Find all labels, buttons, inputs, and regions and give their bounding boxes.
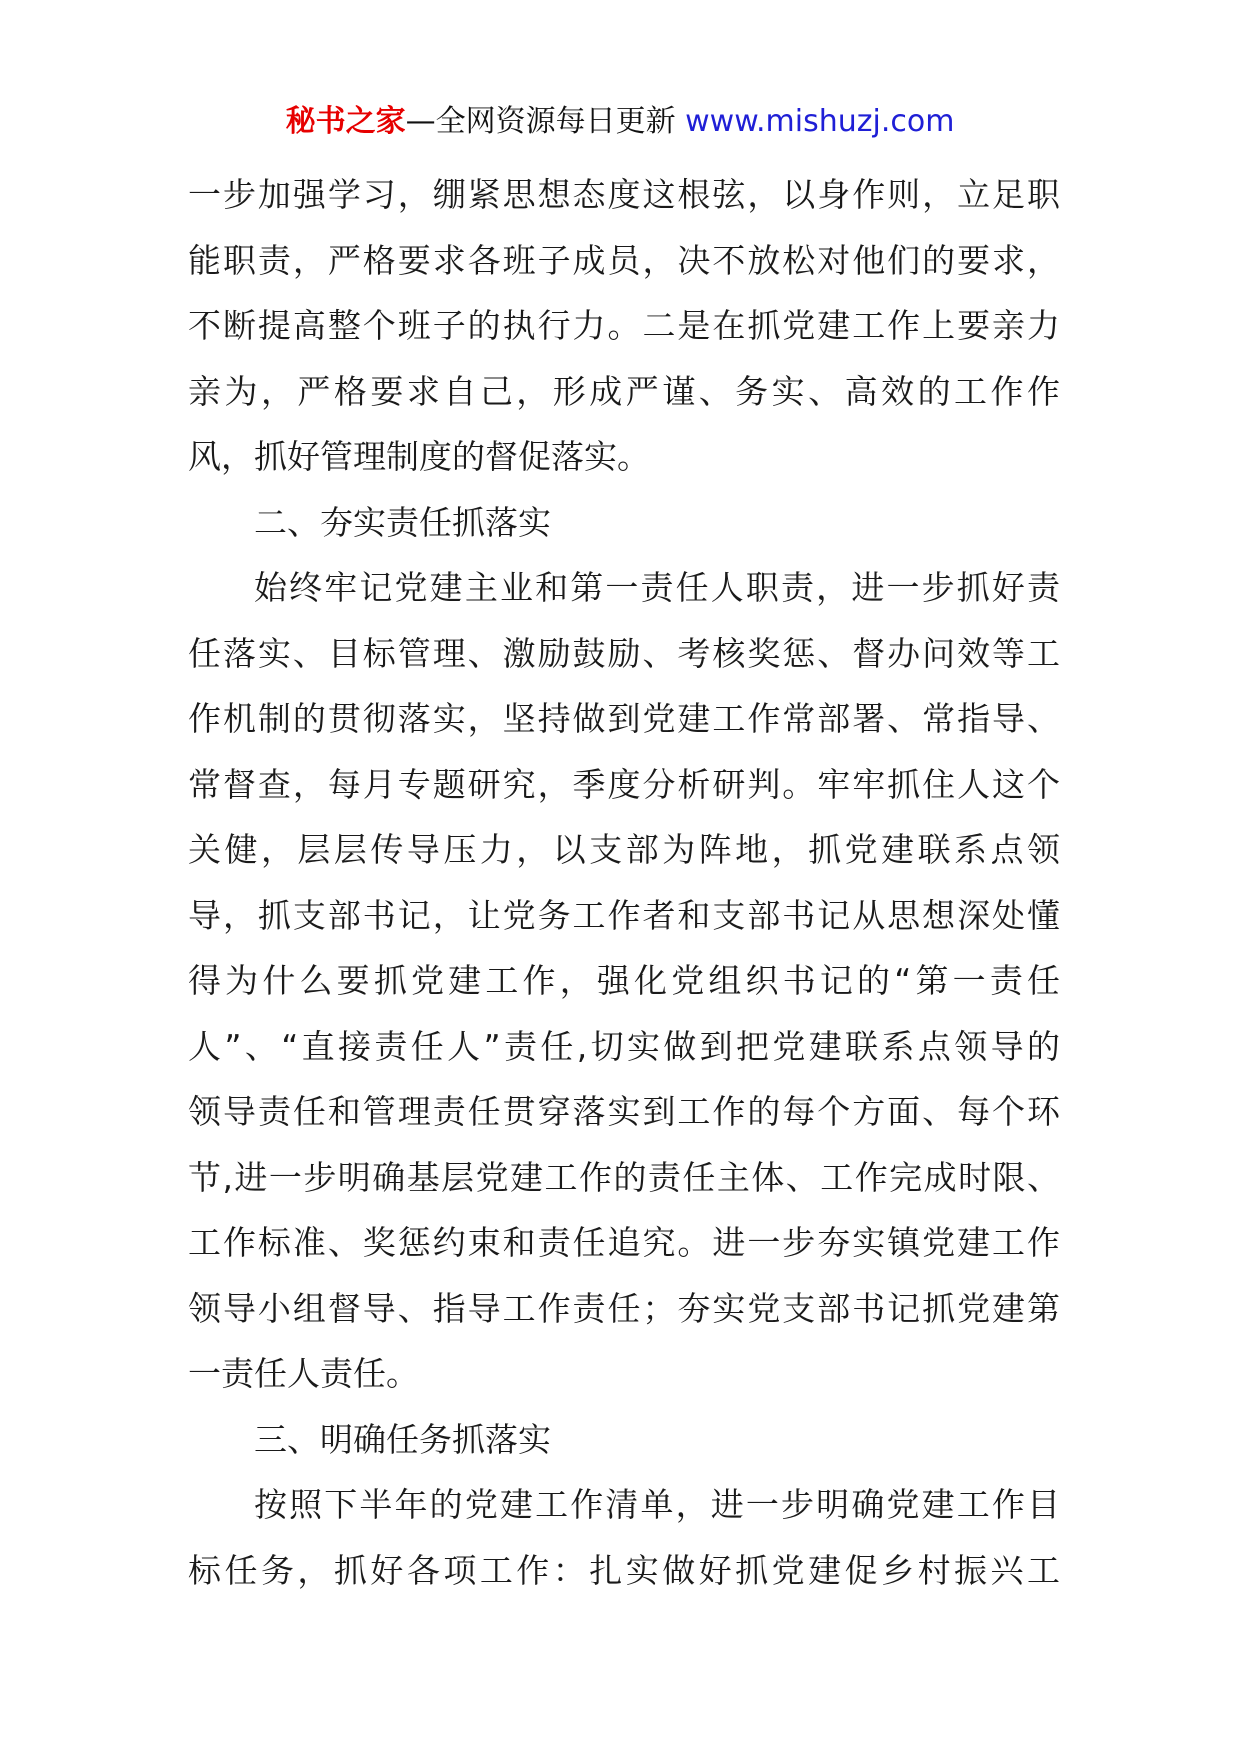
header-tagline: —全网资源每日更新 bbox=[405, 104, 676, 139]
text-line: 不断提高整个班子的执行力。二是在抓党建工作上要亲力 bbox=[188, 306, 1060, 345]
document-body bbox=[188, 162, 1060, 1603]
text-line: 常督查，每月专题研究，季度分析研判。牢牢抓住人这个 bbox=[188, 764, 1060, 804]
text-line: 一步加强学习，绷紧思想态度这根弦，以身作则，立足职 bbox=[188, 175, 1060, 214]
text-line: 一责任人责任。 bbox=[188, 1354, 419, 1393]
text-line: 作机制的贯彻落实，坚持做到党建工作常部署、常指导、 bbox=[188, 699, 1060, 738]
section-heading-3: 三、明确任务抓落实 bbox=[254, 1419, 551, 1459]
text-line: 能职责，严格要求各班子成员，决不放松对他们的要求， bbox=[188, 240, 1060, 280]
text-line: 风，抓好管理制度的督促落实。 bbox=[188, 437, 650, 476]
text-line: 节,进一步明确基层党建工作的责任主体、工作完成时限、 bbox=[188, 1157, 1060, 1197]
text-line: 亲为，严格要求自己，形成严谨、务实、高效的工作作 bbox=[188, 371, 1060, 411]
section-heading-2: 二、夯实责任抓落实 bbox=[254, 502, 551, 542]
header-url-link[interactable]: www.mishuzj.com bbox=[685, 104, 955, 139]
header-brand: 秘书之家 bbox=[285, 104, 406, 139]
text-line: 人”、“直接责任人”责任,切实做到把党建联系点领导的 bbox=[188, 1026, 1060, 1066]
text-line: 得为什么要抓党建工作，强化党组织书记的“第一责任 bbox=[188, 961, 1060, 1000]
text-line: 领导责任和管理责任贯穿落实到工作的每个方面、每个环 bbox=[188, 1092, 1060, 1131]
page-header bbox=[0, 100, 1240, 144]
text-line: 领导小组督导、指导工作责任；夯实党支部书记抓党建第 bbox=[188, 1288, 1060, 1328]
text-line: 按照下半年的党建工作清单，进一步明确党建工作目 bbox=[254, 1485, 1060, 1524]
text-line: 任落实、目标管理、激励鼓励、考核奖惩、督办问效等工 bbox=[188, 633, 1060, 673]
text-line: 始终牢记党建主业和第一责任人职责，进一步抓好责 bbox=[254, 568, 1060, 607]
text-line: 关健，层层传导压力，以支部为阵地，抓党建联系点领 bbox=[188, 830, 1060, 869]
text-line: 工作标准、奖惩约束和责任追究。进一步夯实镇党建工作 bbox=[188, 1223, 1060, 1262]
text-line: 导，抓支部书记，让党务工作者和支部书记从思想深处懂 bbox=[188, 895, 1060, 935]
text-line: 标任务，抓好各项工作：扎实做好抓党建促乡村振兴工 bbox=[188, 1550, 1060, 1590]
